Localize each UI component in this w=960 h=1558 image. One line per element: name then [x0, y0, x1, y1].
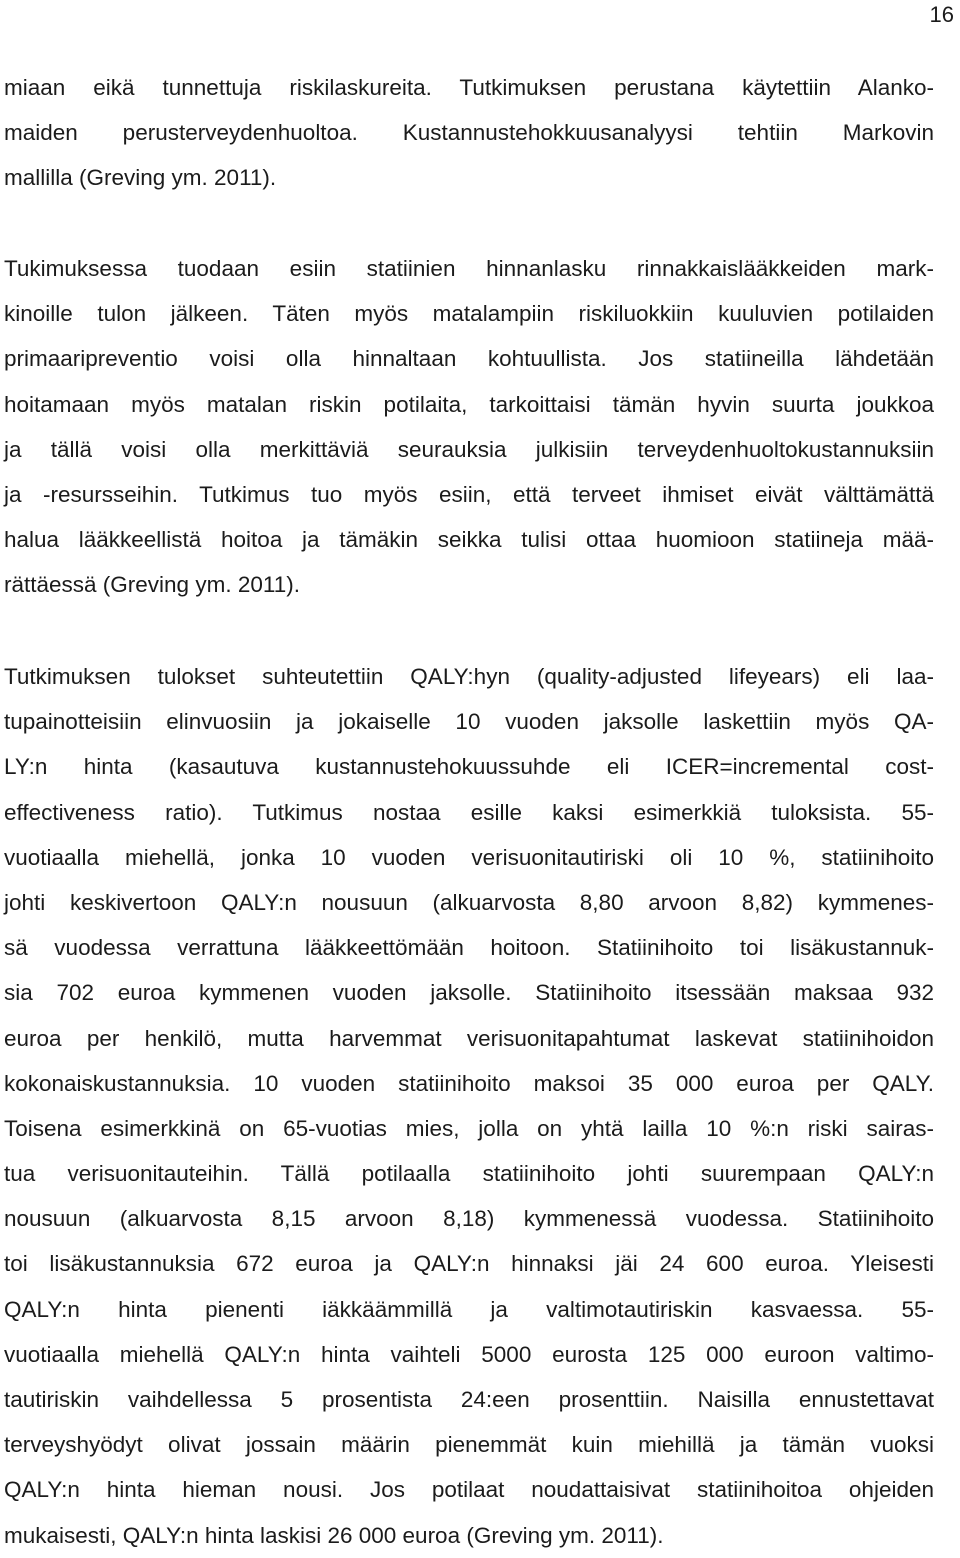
- text-line: kinoille tulon jälkeen. Täten myös matalampiin riskiluokkiin kuuluvien potilaiden: [4, 301, 934, 327]
- text-line: sia 702 euroa kymmenen vuoden jaksolle. Statiinihoito itsessään maksaa 932: [4, 980, 934, 1006]
- text-line: tua verisuonitauteihin. Tällä potilaalla statiinihoito johti suurempaan QALY:n: [4, 1161, 934, 1187]
- text-line: maiden perusterveydenhuoltoa. Kustannustehokkuusanalyysi tehtiin Markovin: [4, 120, 934, 146]
- text-line: ja tällä voisi olla merkittäviä seurauksia julkisiin terveydenhuoltokustannuksiin: [4, 436, 934, 462]
- text-line: QALY:n hinta hieman nousi. Jos potilaat noudattaisivat statiinihoitoa ohjeiden: [4, 1477, 934, 1503]
- text-line: tautiriskin vaihdellessa 5 prosentista 24:een prosenttiin. Naisilla ennustettavat: [4, 1387, 934, 1412]
- text-line: hoitamaan myös matalan riskin potilaita, tarkoittaisi tämän hyvin suurta joukkoa: [4, 391, 934, 417]
- text-line: mukaisesti, QALY:n hinta laskisi 26 000 euroa (Greving ym. 2011).: [4, 1522, 664, 1548]
- text-line: Tukimuksessa tuodaan esiin statiinien hinnanlasku rinnakkaislääkkeiden mark-: [4, 256, 934, 281]
- text-line: sä vuodessa verrattuna lääkkeettömään hoitoon. Statiinihoito toi lisäkustannuk-: [4, 935, 934, 961]
- text-line: terveyshyödyt olivat jossain määrin pienemmät kuin miehillä ja tämän vuoksi: [4, 1432, 934, 1458]
- paragraph: [4, 654, 934, 1558]
- text-line: mallilla (Greving ym. 2011).: [4, 165, 277, 191]
- paragraph: [4, 65, 934, 201]
- text-line: vuotiaalla miehellä QALY:n hinta vaihteli 5000 eurosta 125 000 euroon valtimo-: [4, 1341, 934, 1367]
- page-number: 16: [929, 2, 954, 27]
- paragraph: [4, 246, 934, 608]
- text-line: kokonaiskustannuksia. 10 vuoden statiinihoito maksoi 35 000 euroa per QALY.: [4, 1070, 934, 1096]
- text-line: rättäessä (Greving ym. 2011).: [4, 572, 300, 598]
- text-line: halua lääkkeellistä hoitoa ja tämäkin seikka tulisi ottaa huomioon statiineja mää-: [4, 527, 934, 553]
- text-line: Tutkimuksen tulokset suhteutettiin QALY:hyn (quality-adjusted lifeyears) eli laa-: [4, 664, 934, 689]
- text-line: tupainotteisiin elinvuosiin ja jokaiselle 10 vuoden jaksolle laskettiin myös QA-: [4, 709, 934, 735]
- text-line: Toisena esimerkkinä on 65-vuotias mies, jolla on yhtä lailla 10 %:n riski sairas-: [4, 1115, 934, 1141]
- text-line: toi lisäkustannuksia 672 euroa ja QALY:n hinnaksi jäi 24 600 euroa. Yleisesti: [4, 1251, 934, 1277]
- text-line: ja -resursseihin. Tutkimus tuo myös esiin, että terveet ihmiset eivät välttämättä: [4, 481, 934, 507]
- text-line: effectiveness ratio). Tutkimus nostaa esille kaksi esimerkkiä tuloksista. 55-: [4, 799, 934, 825]
- text-line: primaaripreventio voisi olla hinnaltaan kohtuullista. Jos statiineilla lähdetään: [4, 346, 934, 372]
- text-line: euroa per henkilö, mutta harvemmat verisuonitapahtumat laskevat statiinihoidon: [4, 1025, 934, 1051]
- text-line: miaan eikä tunnettuja riskilaskureita. Tutkimuksen perustana käytettiin Alanko-: [4, 75, 934, 100]
- text-line: QALY:n hinta pienenti iäkkäämmillä ja valtimotautiriskin kasvaessa. 55-: [4, 1296, 934, 1322]
- text-line: vuotiaalla miehellä, jonka 10 vuoden verisuonitautiriski oli 10 %, statiinihoito: [4, 844, 934, 870]
- text-line: LY:n hinta (kasautuva kustannustehokuussuhde eli ICER=incremental cost-: [4, 754, 934, 780]
- text-line: johti keskivertoon QALY:n nousuun (alkuarvosta 8,80 arvoon 8,82) kymmenes-: [4, 889, 934, 915]
- text-line: nousuun (alkuarvosta 8,15 arvoon 8,18) kymmenessä vuodessa. Statiinihoito: [4, 1206, 934, 1232]
